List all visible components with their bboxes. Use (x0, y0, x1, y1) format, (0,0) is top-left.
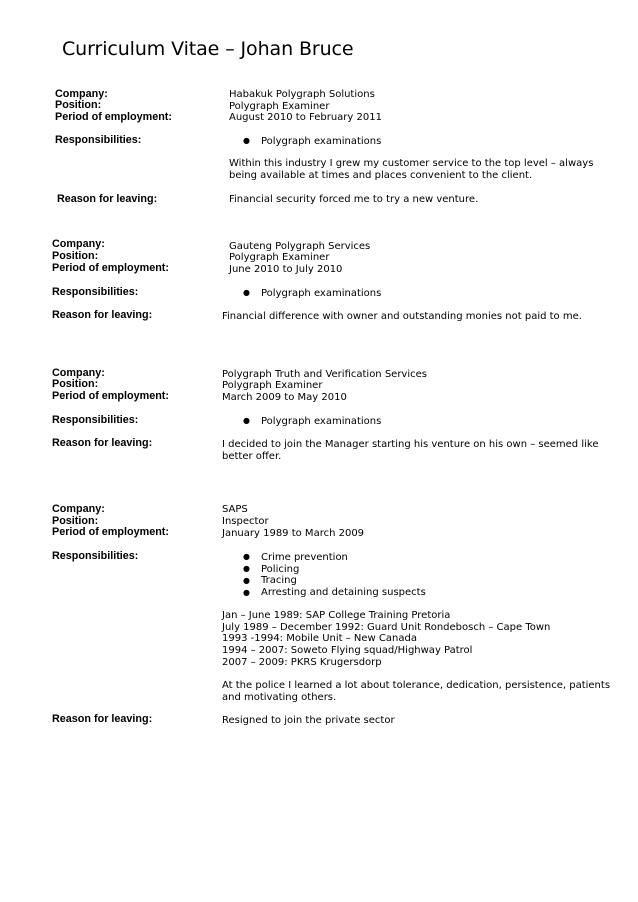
history-line: Jan – June 1989: SAP College Training Pretoria (222, 610, 451, 621)
responsibility-item: Tracing (261, 575, 297, 586)
company-label: Company: (52, 503, 105, 515)
responsibility-item: Crime prevention (261, 552, 348, 563)
responsibility-item: Policing (261, 564, 300, 575)
responsibilities-label: Responsibilities: (55, 134, 142, 146)
notes-line: Within this industry I grew my customer service to the top level – always (229, 158, 594, 169)
company-label: Company: (52, 367, 105, 379)
reason-value: Financial difference with owner and outstanding monies not paid to me. (222, 311, 582, 322)
company-value: Gauteng Polygraph Services (229, 241, 371, 252)
bullet-icon: ● (243, 588, 250, 597)
reason-label: Reason for leaving: (52, 713, 153, 725)
period-value: June 2010 to July 2010 (229, 264, 343, 275)
notes-line: being available at times and places convenient to the client. (229, 170, 533, 181)
period-label: Period of employment: (55, 111, 172, 123)
reason-value: Resigned to join the private sector (222, 715, 395, 726)
period-label: Period of employment: (52, 390, 169, 402)
history-line: 1993 -1994: Mobile Unit – New Canada (222, 633, 417, 644)
position-label: Position: (52, 515, 99, 527)
position-label: Position: (52, 250, 99, 262)
responsibilities-label: Responsibilities: (52, 550, 139, 562)
position-label: Position: (55, 99, 102, 111)
responsibility-item: Polygraph examinations (261, 136, 382, 147)
position-value: Polygraph Examiner (229, 252, 330, 263)
bullet-icon: ● (243, 416, 250, 425)
responsibility-item: Polygraph examinations (261, 288, 382, 299)
period-value: March 2009 to May 2010 (222, 392, 347, 403)
page-title: Curriculum Vitae – Johan Bruce (62, 38, 354, 60)
history-line: July 1989 – December 1992: Guard Unit Rondebosch – Cape Town (222, 622, 551, 633)
history-line: 2007 – 2009: PKRS Krugersdorp (222, 657, 382, 668)
reason-label: Reason for leaving: (57, 193, 158, 205)
company-value: SAPS (222, 504, 248, 515)
reason-value: Financial security forced me to try a new venture. (229, 194, 479, 205)
history-line: 1994 – 2007: Soweto Flying squad/Highway Patrol (222, 645, 473, 656)
responsibilities-label: Responsibilities: (52, 414, 139, 426)
company-label: Company: (55, 88, 108, 100)
bullet-icon: ● (243, 564, 250, 573)
notes-line: and motivating others. (222, 692, 337, 703)
responsibilities-label: Responsibilities: (52, 286, 139, 298)
reason-value: I decided to join the Manager starting his venture on his own – seemed like (222, 439, 599, 450)
notes-line: At the police I learned a lot about tolerance, dedication, persistence, patients (222, 680, 611, 691)
reason-label: Reason for leaving: (52, 437, 153, 449)
position-label: Position: (52, 378, 99, 390)
bullet-icon: ● (243, 288, 250, 297)
bullet-icon: ● (243, 576, 250, 585)
position-value: Inspector (222, 516, 269, 527)
company-label: Company: (52, 238, 105, 250)
position-value: Polygraph Examiner (222, 380, 323, 391)
company-value: Habakuk Polygraph Solutions (229, 89, 375, 100)
period-label: Period of employment: (52, 262, 169, 274)
period-label: Period of employment: (52, 526, 169, 538)
bullet-icon: ● (243, 552, 250, 561)
period-value: August 2010 to February 2011 (229, 112, 382, 123)
reason-value: better offer. (222, 451, 282, 462)
responsibility-item: Polygraph examinations (261, 416, 382, 427)
responsibility-item: Arresting and detaining suspects (261, 587, 426, 598)
period-value: January 1989 to March 2009 (222, 528, 365, 539)
bullet-icon: ● (243, 136, 250, 145)
reason-label: Reason for leaving: (52, 309, 153, 321)
position-value: Polygraph Examiner (229, 101, 330, 112)
company-value: Polygraph Truth and Verification Services (222, 369, 427, 380)
